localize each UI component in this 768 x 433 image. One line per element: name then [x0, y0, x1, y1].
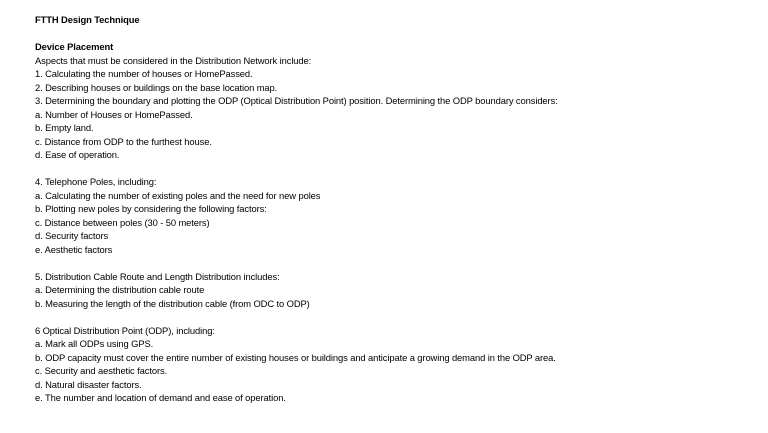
list-item: a. Calculating the number of existing poles and the need for new poles	[35, 189, 321, 201]
list-item: 2. Describing houses or buildings on the base location map.	[35, 81, 278, 93]
spacer	[35, 27, 755, 41]
list-item: c. Security and aesthetic factors.	[35, 365, 168, 376]
list-item: 6 Optical Distribution Point (ODP), including:	[35, 324, 215, 336]
list-block-1	[35, 67, 755, 162]
section-heading: Device Placement	[35, 41, 114, 52]
list-item: d. Ease of operation.	[35, 149, 120, 160]
list-item: d. Natural disaster factors.	[35, 378, 142, 390]
spacer	[35, 256, 755, 270]
list-item: 4. Telephone Poles, including:	[35, 176, 157, 187]
list-item: b. ODP capacity must cover the entire number of existing houses or buildings and anticipate a growing demand in the ODP area.	[35, 351, 556, 363]
intro-text: Aspects that must be considered in the Distribution Network include:	[35, 54, 312, 66]
document-title: FTTH Design Technique	[35, 14, 140, 25]
list-block-2	[35, 175, 755, 256]
spacer	[35, 310, 755, 324]
list-item: a. Determining the distribution cable route	[35, 284, 205, 295]
list-block-4	[35, 324, 755, 405]
spacer	[35, 162, 755, 176]
list-item: b. Empty land.	[35, 122, 94, 133]
list-item: c. Distance between poles (30 - 50 meters)	[35, 216, 210, 228]
list-item: e. Aesthetic factors	[35, 243, 113, 255]
list-item: b. Plotting new poles by considering the following factors:	[35, 203, 267, 214]
list-item: b. Measuring the length of the distribution cable (from ODC to ODP)	[35, 297, 310, 309]
list-item: e. The number and location of demand and ease of operation.	[35, 392, 286, 403]
list-item: 1. Calculating the number of houses or HomePassed.	[35, 68, 253, 79]
list-item: c. Distance from ODP to the furthest house.	[35, 135, 212, 147]
list-item: 3. Determining the boundary and plotting the ODP (Optical Distribution Point) position. Determining the ODP boundary considers:	[35, 95, 558, 106]
list-item: a. Mark all ODPs using GPS.	[35, 338, 154, 349]
list-item: d. Security factors	[35, 230, 109, 241]
list-block-3	[35, 270, 755, 311]
document-body	[35, 13, 755, 405]
list-item: 5. Distribution Cable Route and Length Distribution includes:	[35, 270, 280, 282]
list-item: a. Number of Houses or HomePassed.	[35, 108, 193, 120]
